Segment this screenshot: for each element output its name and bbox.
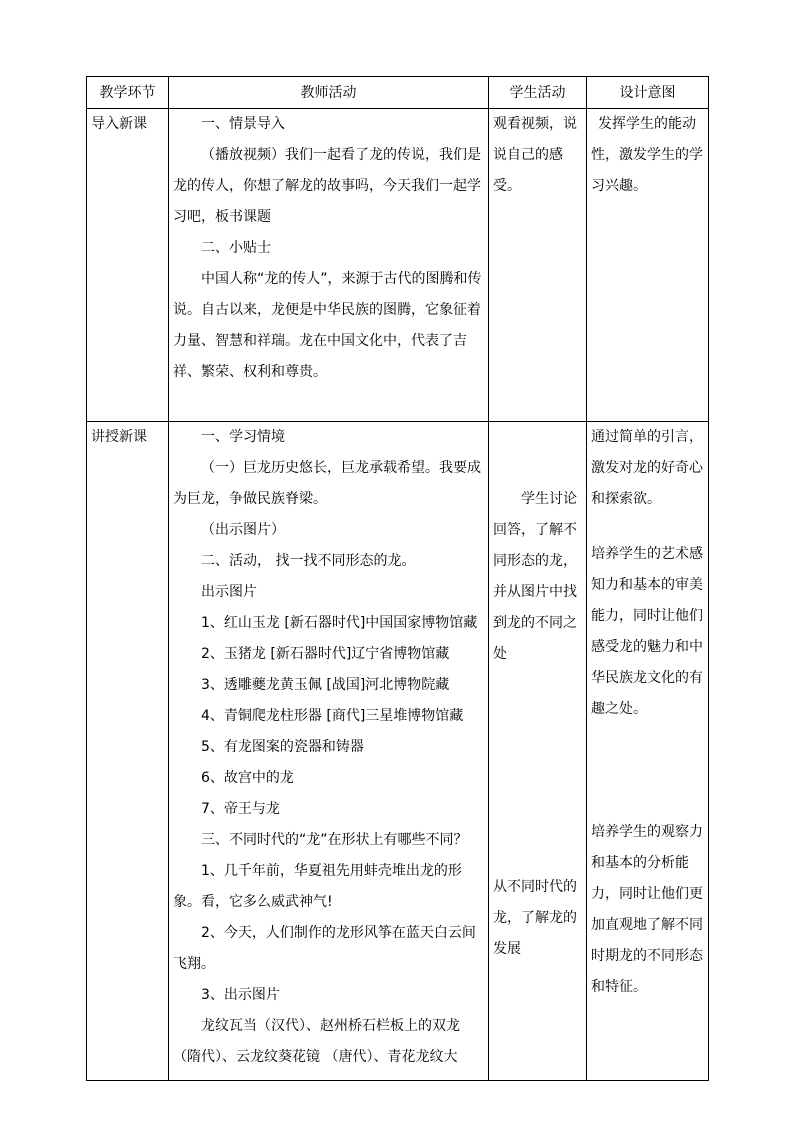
lesson-plan-table	[86, 76, 709, 1081]
teacher-text: 1、几千年前，华夏祖先用蚌壳堆出龙的形象。看，它多么威武神气!	[173, 863, 462, 910]
teacher-text: 6、故宫中的龙	[201, 770, 294, 786]
header-teacher-activity: 教师活动	[169, 77, 489, 109]
student-text: 学生讨论回答，了解不同形态的龙，并从图片中找到龙的不同之处	[493, 491, 577, 662]
teacher-text: 4、青铜爬龙柱形器 [商代]三星堆博物馆藏	[201, 708, 464, 724]
teacher-text: 3、透雕夔龙黄玉佩 [战国]河北博物院藏	[201, 677, 450, 693]
teacher-text: 3、出示图片	[201, 987, 280, 1003]
teacher-text: 二、小贴士	[201, 240, 271, 256]
teacher-text: 二、活动， 找一找不同形态的龙。	[201, 553, 416, 569]
intent-text: 培养学生的艺术感知力和基本的审美能力，同时让他们感受龙的魅力和中华民族龙文化的有趣之处。	[591, 546, 703, 717]
student-activity-cell	[489, 422, 587, 1081]
student-text: 观看视频，说说自己的感受。	[493, 116, 577, 194]
table-header-row	[87, 77, 709, 109]
teacher-text: 一、情景导入	[201, 116, 285, 132]
teacher-text: 5、有龙图案的瓷器和铸器	[201, 739, 364, 755]
teacher-text: （播放视频）我们一起看了龙的传说，我们是龙的传人，你想了解龙的故事吗，今天我们一起学习吧，板书课题	[173, 147, 481, 225]
intent-text: 培养学生的观察力和基本的分析能力，同时让他们更加直观地了解不同时期龙的不同形态和特征。	[591, 824, 703, 995]
stage-cell: 讲授新课	[87, 422, 169, 1081]
intent-text: 通过简单的引言，激发对龙的好奇心和探索欲。	[591, 429, 703, 507]
design-intent-cell	[587, 422, 709, 1081]
teacher-text: 一、学习情境	[201, 429, 285, 445]
teacher-text: 出示图片	[201, 584, 257, 600]
stage-cell: 导入新课	[87, 109, 169, 422]
header-design-intent: 设计意图	[587, 77, 709, 109]
teacher-text: （出示图片）	[201, 522, 285, 538]
teacher-text: （一）巨龙历史悠长，巨龙承载希望。我要成为巨龙，争做民族脊梁。	[173, 460, 481, 507]
table-row	[87, 422, 709, 1081]
teacher-text: 2、今天，人们制作的龙形风筝在蓝天白云间飞翔。	[173, 925, 476, 972]
teacher-text: 1、红山玉龙 [新石器时代]中国国家博物馆藏	[201, 615, 478, 631]
table-row	[87, 109, 709, 422]
student-text: 从不同时代的龙，了解龙的发展	[493, 879, 577, 957]
header-stage: 教学环节	[87, 77, 169, 109]
design-intent-cell	[587, 109, 709, 422]
teacher-text: 三、不同时代的“龙”在形状上有哪些不同？	[201, 832, 468, 848]
teacher-text: 7、帝王与龙	[201, 801, 280, 817]
teacher-text: 龙纹瓦当（汉代）、赵州桥石栏板上的双龙（隋代）、云龙纹葵花镜 （唐代）、青花龙纹大	[173, 1018, 460, 1065]
header-student-activity: 学生活动	[489, 77, 587, 109]
teacher-activity-cell	[169, 109, 489, 422]
student-activity-cell	[489, 109, 587, 422]
teacher-text: 2、玉猪龙 [新石器时代]辽宁省博物馆藏	[201, 646, 450, 662]
intent-text: 发挥学生的能动性，激发学生的学习兴趣。	[591, 116, 703, 194]
teacher-text: 中国人称“龙的传人”，来源于古代的图腾和传说。自古以来，龙便是中华民族的图腾，它象征着力量、智慧和祥瑞。龙在中国文化中，代表了吉祥、繁荣、权利和尊贵。	[173, 271, 482, 380]
teacher-activity-cell	[169, 422, 489, 1081]
